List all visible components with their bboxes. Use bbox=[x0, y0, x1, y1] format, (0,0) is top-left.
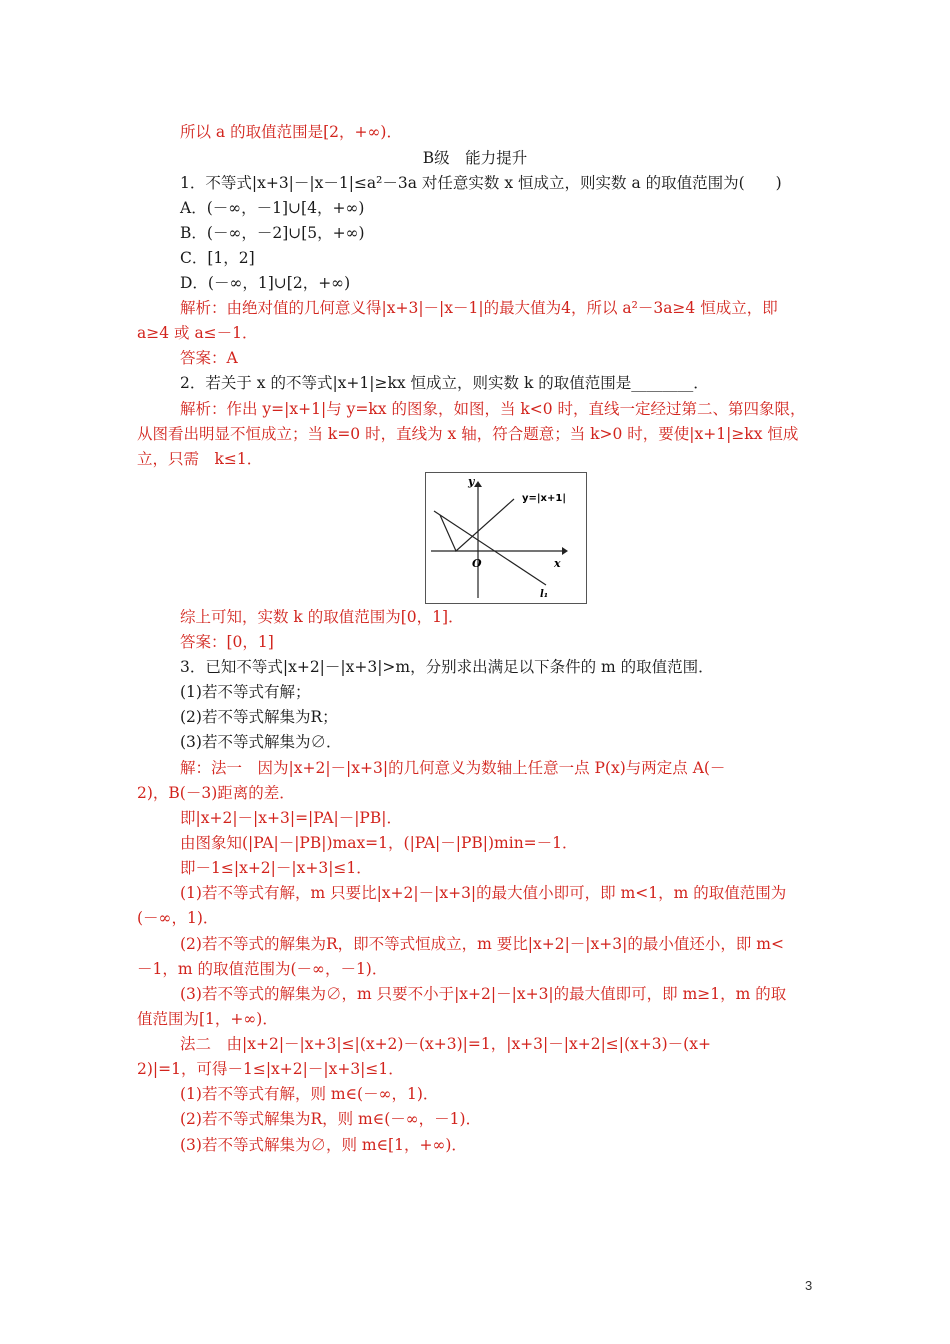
text-line: a≥4 或 a≤－1． bbox=[137, 324, 258, 342]
curve-label: y=|x+1| bbox=[522, 493, 566, 504]
text-line: 2．若关于 x 的不等式|x+1|≥kx 恒成立，则实数 k 的取值范围是________． bbox=[180, 374, 709, 392]
text-line: (3)若不等式解集为∅． bbox=[180, 733, 342, 751]
text-line: 2)|=1，可得－1≤|x+2|－|x+3|≤1． bbox=[137, 1060, 404, 1078]
text-line: 答案：A bbox=[180, 349, 238, 367]
y-axis-label: y bbox=[468, 475, 475, 488]
text-line: 立，只需 k≤1． bbox=[137, 450, 263, 468]
abs-curve bbox=[440, 499, 514, 551]
text-line: －1，m 的取值范围为(－∞，－1)． bbox=[137, 960, 388, 978]
section-heading: B级 能力提升 bbox=[422, 149, 528, 167]
text-line: 1．不等式|x+3|－|x－1|≤a²－3a 对任意实数 x 恒成立，则实数 a 的取值范围为( ) bbox=[180, 174, 782, 192]
text-line: D．(－∞，1]∪[2，+∞) bbox=[180, 274, 351, 292]
text-line: 法二 由|x+2|－|x+3|≤|(x+2)－(x+3)|=1，|x+3|－|x+2|≤|(x+3)－(x+ bbox=[180, 1035, 711, 1053]
text-line: 综上可知，实数 k 的取值范围为[0，1]． bbox=[180, 608, 464, 626]
text-line: (2)若不等式的解集为R，即不等式恒成立，m 要比|x+2|－|x+3|的最小值还小，即 m< bbox=[180, 935, 784, 953]
page-number: 3 bbox=[805, 1278, 813, 1293]
text-line: (－∞，1)． bbox=[137, 909, 219, 927]
text-line: 即|x+2|－|x+3|=|PA|－|PB|． bbox=[180, 809, 402, 827]
y-axis-arrow bbox=[474, 481, 482, 487]
text-line: (1)若不等式有解； bbox=[180, 683, 311, 701]
graph-figure bbox=[425, 472, 587, 604]
text-line: 2)，B(－3)距离的差． bbox=[137, 784, 295, 802]
text-line: (3)若不等式解集为∅，则 m∈[1，+∞)． bbox=[180, 1136, 467, 1154]
line-l1 bbox=[434, 511, 546, 585]
text-line: 由图象知(|PA|－|PB|)max=1，(|PA|－|PB|)min=－1． bbox=[180, 834, 578, 852]
origin-label: O bbox=[472, 557, 482, 570]
text-line: 答案：[0，1] bbox=[180, 633, 274, 651]
text-line: 即－1≤|x+2|－|x+3|≤1． bbox=[180, 859, 372, 877]
x-axis-arrow bbox=[562, 547, 568, 555]
text-line: (1)若不等式有解，则 m∈(－∞，1)． bbox=[180, 1085, 439, 1103]
text-line: (3)若不等式的解集为∅，m 只要不小于|x+2|－|x+3|的最大值即可，即 m≥1，m 的取 bbox=[180, 985, 787, 1003]
text-line: 3．已知不等式|x+2|－|x+3|>m，分别求出满足以下条件的 m 的取值范围． bbox=[180, 658, 714, 676]
text-line: (1)若不等式有解，m 只要比|x+2|－|x+3|的最大值小即可，即 m<1，m 的取值范围为 bbox=[180, 884, 787, 902]
text-line: (2)若不等式解集为R； bbox=[180, 708, 338, 726]
text-line: C．[1，2] bbox=[180, 249, 255, 267]
text-line: 解析：作出 y=|x+1|与 y=kx 的图象，如图，当 k<0 时，直线一定经过第二、第四象限， bbox=[180, 400, 806, 418]
text-line: A．(－∞，－1]∪[4，+∞) bbox=[180, 199, 365, 217]
text-line: 值范围为[1，+∞)． bbox=[137, 1010, 278, 1028]
x-axis-label: x bbox=[554, 557, 561, 570]
text-line: 解析：由绝对值的几何意义得|x+3|－|x－1|的最大值为4，所以 a²－3a≥4 恒成立，即 bbox=[180, 299, 778, 317]
text-line: 从图看出明显不恒成立；当 k=0 时，直线为 x 轴，符合题意；当 k>0 时，要使|x+1|≥kx 恒成 bbox=[137, 425, 799, 443]
text-line: (2)若不等式解集为R，则 m∈(－∞，－1)． bbox=[180, 1110, 482, 1128]
text-line: B．(－∞，－2]∪[5，+∞) bbox=[180, 224, 365, 242]
text-line: 解：法一 因为|x+2|－|x+3|的几何意义为数轴上任意一点 P(x)与两定点 A(－ bbox=[180, 759, 726, 777]
line-l1-label: l₁ bbox=[540, 589, 549, 600]
text-line: 所以 a 的取值范围是[2，+∞)． bbox=[180, 123, 402, 141]
